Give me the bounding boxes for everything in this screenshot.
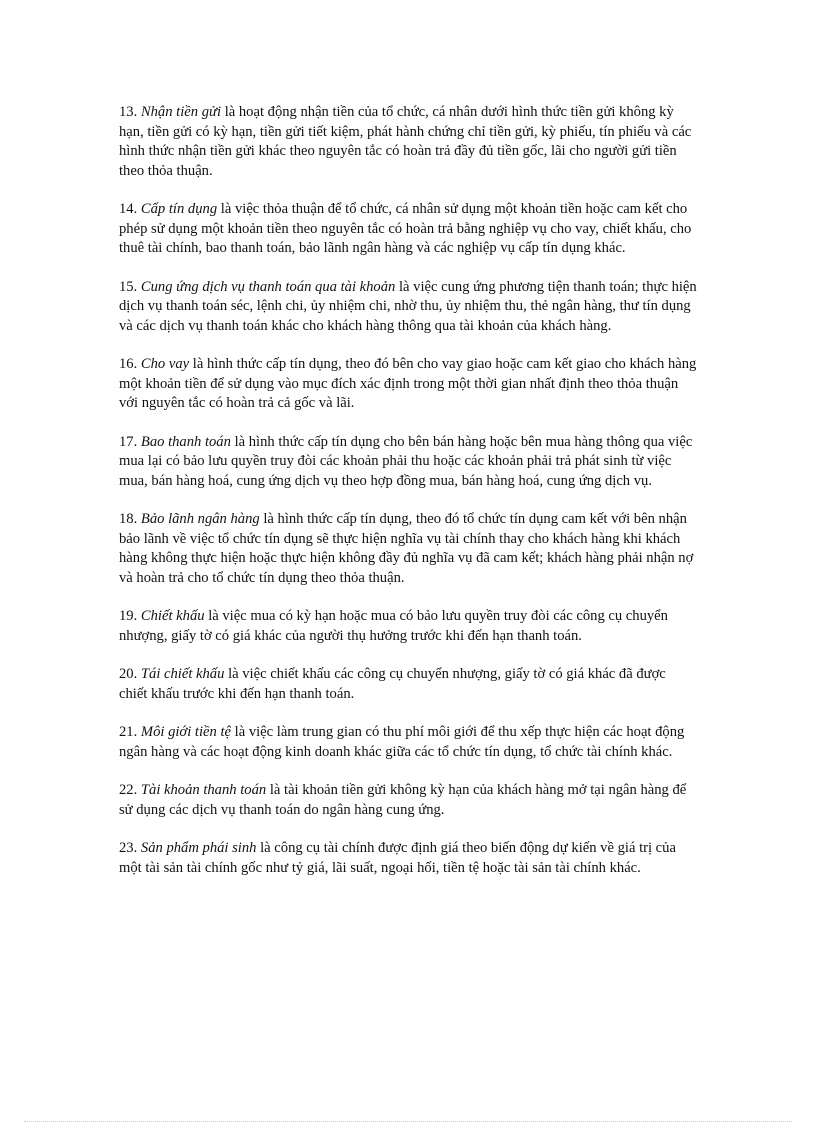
definition-15 [119, 278, 697, 337]
definition-number: 22. [119, 782, 138, 798]
definition-term: Sản phẩm phái sinh [140, 840, 257, 856]
definition-term: Cấp tín dụng [140, 201, 218, 217]
definition-term: Bao thanh toán [140, 433, 231, 450]
definition-number: 23. [119, 840, 138, 856]
definition-text: là việc thỏa thuận để tổ chức, cá nhân sử dụng một khoản tiền hoặc cam kết cho phép sử dụng một khoản tiền theo nguyên tắc có hoàn trả bằng nghiệp vụ cho vay, chiết khấu, cho thuê tài chính, bao thanh toán, bảo lãnh ngân hàng và các nghiệp vụ cấp tín dụng khác. [119, 201, 692, 256]
definition-number: 16. [119, 356, 138, 372]
definition-term: Bảo lãnh ngân hàng [140, 511, 260, 527]
definition-text: là hình thức cấp tín dụng, theo đó bên cho vay giao hoặc cam kết giao cho khách hàng một khoản tiền để sử dụng vào mục đích xác định trong một thời gian nhất định theo thỏa thuận với nguyên tắc có hoàn trả cả gốc và lãi. [119, 356, 697, 411]
definition-13 [119, 103, 697, 181]
definition-number: 19. [119, 608, 138, 624]
definition-text: là việc chiết khấu các công cụ chuyển nhượng, giấy tờ có giá khác đã được chiết khấu trước khi đến hạn thanh toán. [119, 666, 666, 702]
definition-number: 17. [119, 433, 138, 450]
definition-term: Tái chiết khấu [140, 666, 225, 682]
definition-14 [119, 200, 697, 259]
definition-number: 13. [119, 104, 138, 120]
definition-text: là hình thức cấp tín dụng, theo đó tổ chức tín dụng cam kết với bên nhận bảo lãnh về việc tổ chức tín dụng sẽ thực hiện nghĩa vụ tài chính thay cho khách hàng khi khách hàng không thực hiện hoặc thực hiện không đầy đủ nghĩa vụ đã cam kết; khách hàng phải nhận nợ và hoàn trả cho tổ chức tín dụng theo thỏa thuận. [119, 511, 694, 586]
definition-text: là việc làm trung gian có thu phí môi giới để thu xếp thực hiện các hoạt động ngân hàng và các hoạt động kinh doanh khác giữa các tổ chức tín dụng, tổ chức tài chính khác. [119, 724, 685, 760]
definition-21 [119, 723, 697, 762]
definition-20 [119, 665, 697, 704]
definition-19 [119, 607, 697, 646]
definitions-list [119, 103, 697, 897]
definition-23 [119, 839, 697, 878]
definition-text: là hoạt động nhận tiền của tổ chức, cá nhân dưới hình thức tiền gửi không kỳ hạn, tiền gửi có kỳ hạn, tiền gửi tiết kiệm, phát hành chứng chỉ tiền gửi, kỳ phiếu, tín phiếu và các hình thức nhận tiền gửi khác theo nguyên tắc có hoàn trả đầy đủ tiền gốc, lãi cho người gửi tiền theo thỏa thuận. [119, 104, 692, 179]
definition-number: 14. [119, 201, 138, 217]
definition-term: Nhận tiền gửi [140, 104, 222, 120]
definition-16 [119, 355, 697, 414]
definition-number: 21. [119, 724, 138, 740]
definition-17 [119, 433, 697, 492]
definition-text: là tài khoản tiền gửi không kỳ hạn của khách hàng mở tại ngân hàng để sử dụng các dịch vụ thanh toán do ngân hàng cung ứng. [119, 782, 687, 818]
definition-text: là công cụ tài chính được định giá theo biến động dự kiến về giá trị của một tài sản tài chính gốc như tỷ giá, lãi suất, ngoại hối, tiền tệ hoặc tài sản tài chính khác. [119, 840, 676, 876]
definition-term: Môi giới tiền tệ [140, 724, 231, 740]
definition-term: Cung ứng dịch vụ thanh toán qua tài khoản [140, 278, 396, 295]
page-bottom-divider [24, 1121, 792, 1122]
definition-term: Cho vay [140, 356, 190, 372]
definition-text: là hình thức cấp tín dụng cho bên bán hàng hoặc bên mua hàng thông qua việc mua lại có bảo lưu quyền truy đòi các khoản phải thu hoặc các khoản phải trả phát sinh từ việc mua, bán hàng hoá, cung ứng dịch vụ theo hợp đồng mua, bán hàng hoá, cung ứng dịch vụ. [119, 433, 693, 489]
definition-number: 18. [119, 511, 138, 527]
definition-term: Tài khoản thanh toán [140, 782, 267, 798]
definition-term: Chiết khấu [140, 608, 205, 624]
definition-22 [119, 781, 697, 820]
definition-18 [119, 510, 697, 588]
definition-number: 20. [119, 666, 138, 682]
definition-text: là việc cung ứng phương tiện thanh toán; thực hiện dịch vụ thanh toán séc, lệnh chi, ủy nhiệm chi, nhờ thu, ủy nhiệm thu, thẻ ngân hàng, thư tín dụng và các dịch vụ thanh toán khác cho khách hàng thông qua tài khoản của khách hàng. [119, 278, 697, 334]
definition-text: là việc mua có kỳ hạn hoặc mua có bảo lưu quyền truy đòi các công cụ chuyển nhượng, giấy tờ có giá khác của người thụ hưởng trước khi đến hạn thanh toán. [119, 608, 668, 644]
definition-number: 15. [119, 278, 138, 295]
